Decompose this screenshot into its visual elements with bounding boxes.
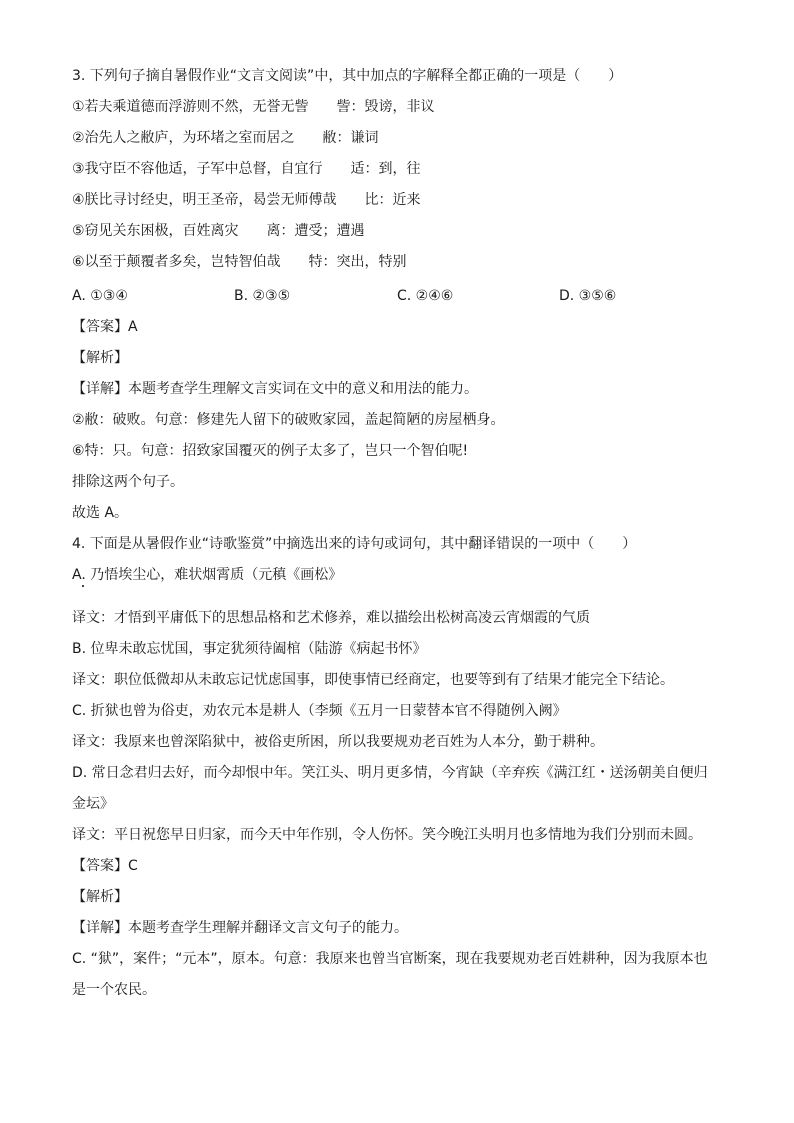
q3-detail-1: 【详解】本题考查学生理解文言实词在文中的意义和用法的能力。 bbox=[72, 381, 478, 397]
q3-item-5: ⑤窃见关东困极，百姓离灾 离：遭受；遭遇 bbox=[72, 223, 365, 239]
q4-option-b-translation: 译文：职位低微却从未敢忘记忧虑国事，即使事情已经商定，也要等到有了结果才能完全下结论。 bbox=[72, 672, 674, 688]
stray-dot-mark bbox=[82, 585, 84, 587]
q4-stem: 4. 下面是从暑假作业“诗歌鉴赏”中摘选出来的诗句或词句，其中翻译错误的一项中（ ） bbox=[72, 536, 637, 552]
q4-analysis-heading: 【解析】 bbox=[72, 889, 128, 905]
q3-detail-2: ②敝：破败。句意：修建先人留下的破败家园，盖起简陋的房屋栖身。 bbox=[72, 412, 505, 428]
q3-analysis-heading: 【解析】 bbox=[72, 350, 128, 366]
q4-answer: 【答案】C bbox=[72, 858, 138, 874]
q4-detail-2: C. “狱”，案件；“元本”，原本。句意：我原来也曾当官断案，现在我要规劝老百姓耕种，因为我原本也 bbox=[72, 951, 708, 967]
q3-option-d: D. ③⑤⑥ bbox=[559, 288, 617, 304]
q3-option-c: C. ②④⑥ bbox=[397, 288, 454, 304]
q4-option-a: A. 乃悟埃尘心，难状烟霄质（元稹《画松》 bbox=[72, 567, 343, 583]
q4-option-d-line1: D. 常日念君归去好，而今却恨中年。笑江头、明月更多情，今宵缺（辛弃疾《满江红・送汤朝美自便归 bbox=[72, 765, 708, 781]
q4-option-c-translation: 译文：我原来也曾深陷狱中，被俗吏所困，所以我要规劝老百姓为人本分，勤于耕种。 bbox=[72, 734, 604, 750]
q3-detail-3: ⑥特：只。句意：招致家国覆灭的例子太多了，岂只一个智伯呢! bbox=[72, 443, 469, 459]
q3-item-2: ②治先人之敝庐，为环堵之室而居之 敝：谦词 bbox=[72, 130, 379, 146]
q3-option-a: A. ①③④ bbox=[72, 288, 128, 304]
q4-option-b: B. 位卑未敢忘忧国，事定犹须待阖棺（陆游《病起书怀》 bbox=[72, 641, 427, 657]
q4-option-d-translation: 译文：平日祝您早日归家，而今天中年作别，令人伤怀。笑今晚江头明月也多情地为我们分别而未圆。 bbox=[72, 827, 702, 843]
q3-detail-4: 排除这两个句子。 bbox=[72, 474, 184, 490]
q3-stem: 3. 下列句子摘自暑假作业“文言文阅读”中，其中加点的字解释全都正确的一项是（ ） bbox=[72, 68, 623, 84]
q3-options bbox=[72, 286, 732, 306]
q3-item-3: ③我守臣不容他适，子军中总督，自宜行 适：到，往 bbox=[72, 161, 421, 177]
q4-detail-1: 【详解】本题考查学生理解并翻译文言文句子的能力。 bbox=[72, 920, 408, 936]
q3-item-6: ⑥以至于颠覆者多矣，岂特智伯哉 特：突出，特别 bbox=[72, 254, 407, 270]
q3-option-b: B. ②③⑤ bbox=[234, 288, 291, 304]
q4-detail-3: 是一个农民。 bbox=[72, 982, 156, 998]
q3-item-4: ④朕比寻讨经史，明王圣帝，曷尝无师傅哉 比：近来 bbox=[72, 192, 421, 208]
q4-option-c: C. 折狱也曾为俗吏，劝农元本是耕人（李频《五月一日蒙替本官不得随例入阙》 bbox=[72, 703, 567, 719]
q4-option-d-line2: 金坛》 bbox=[72, 796, 114, 812]
q3-answer: 【答案】A bbox=[72, 319, 138, 335]
q3-item-1: ①若夫乘道德而浮游则不然，无誉无訾 訾：毁谤，非议 bbox=[72, 99, 435, 115]
q4-option-a-translation: 译文：才悟到平庸低下的思想品格和艺术修养，难以描绘出松树高凌云宵烟霞的气质 bbox=[72, 610, 590, 626]
q3-detail-5: 故选 A。 bbox=[72, 505, 129, 521]
